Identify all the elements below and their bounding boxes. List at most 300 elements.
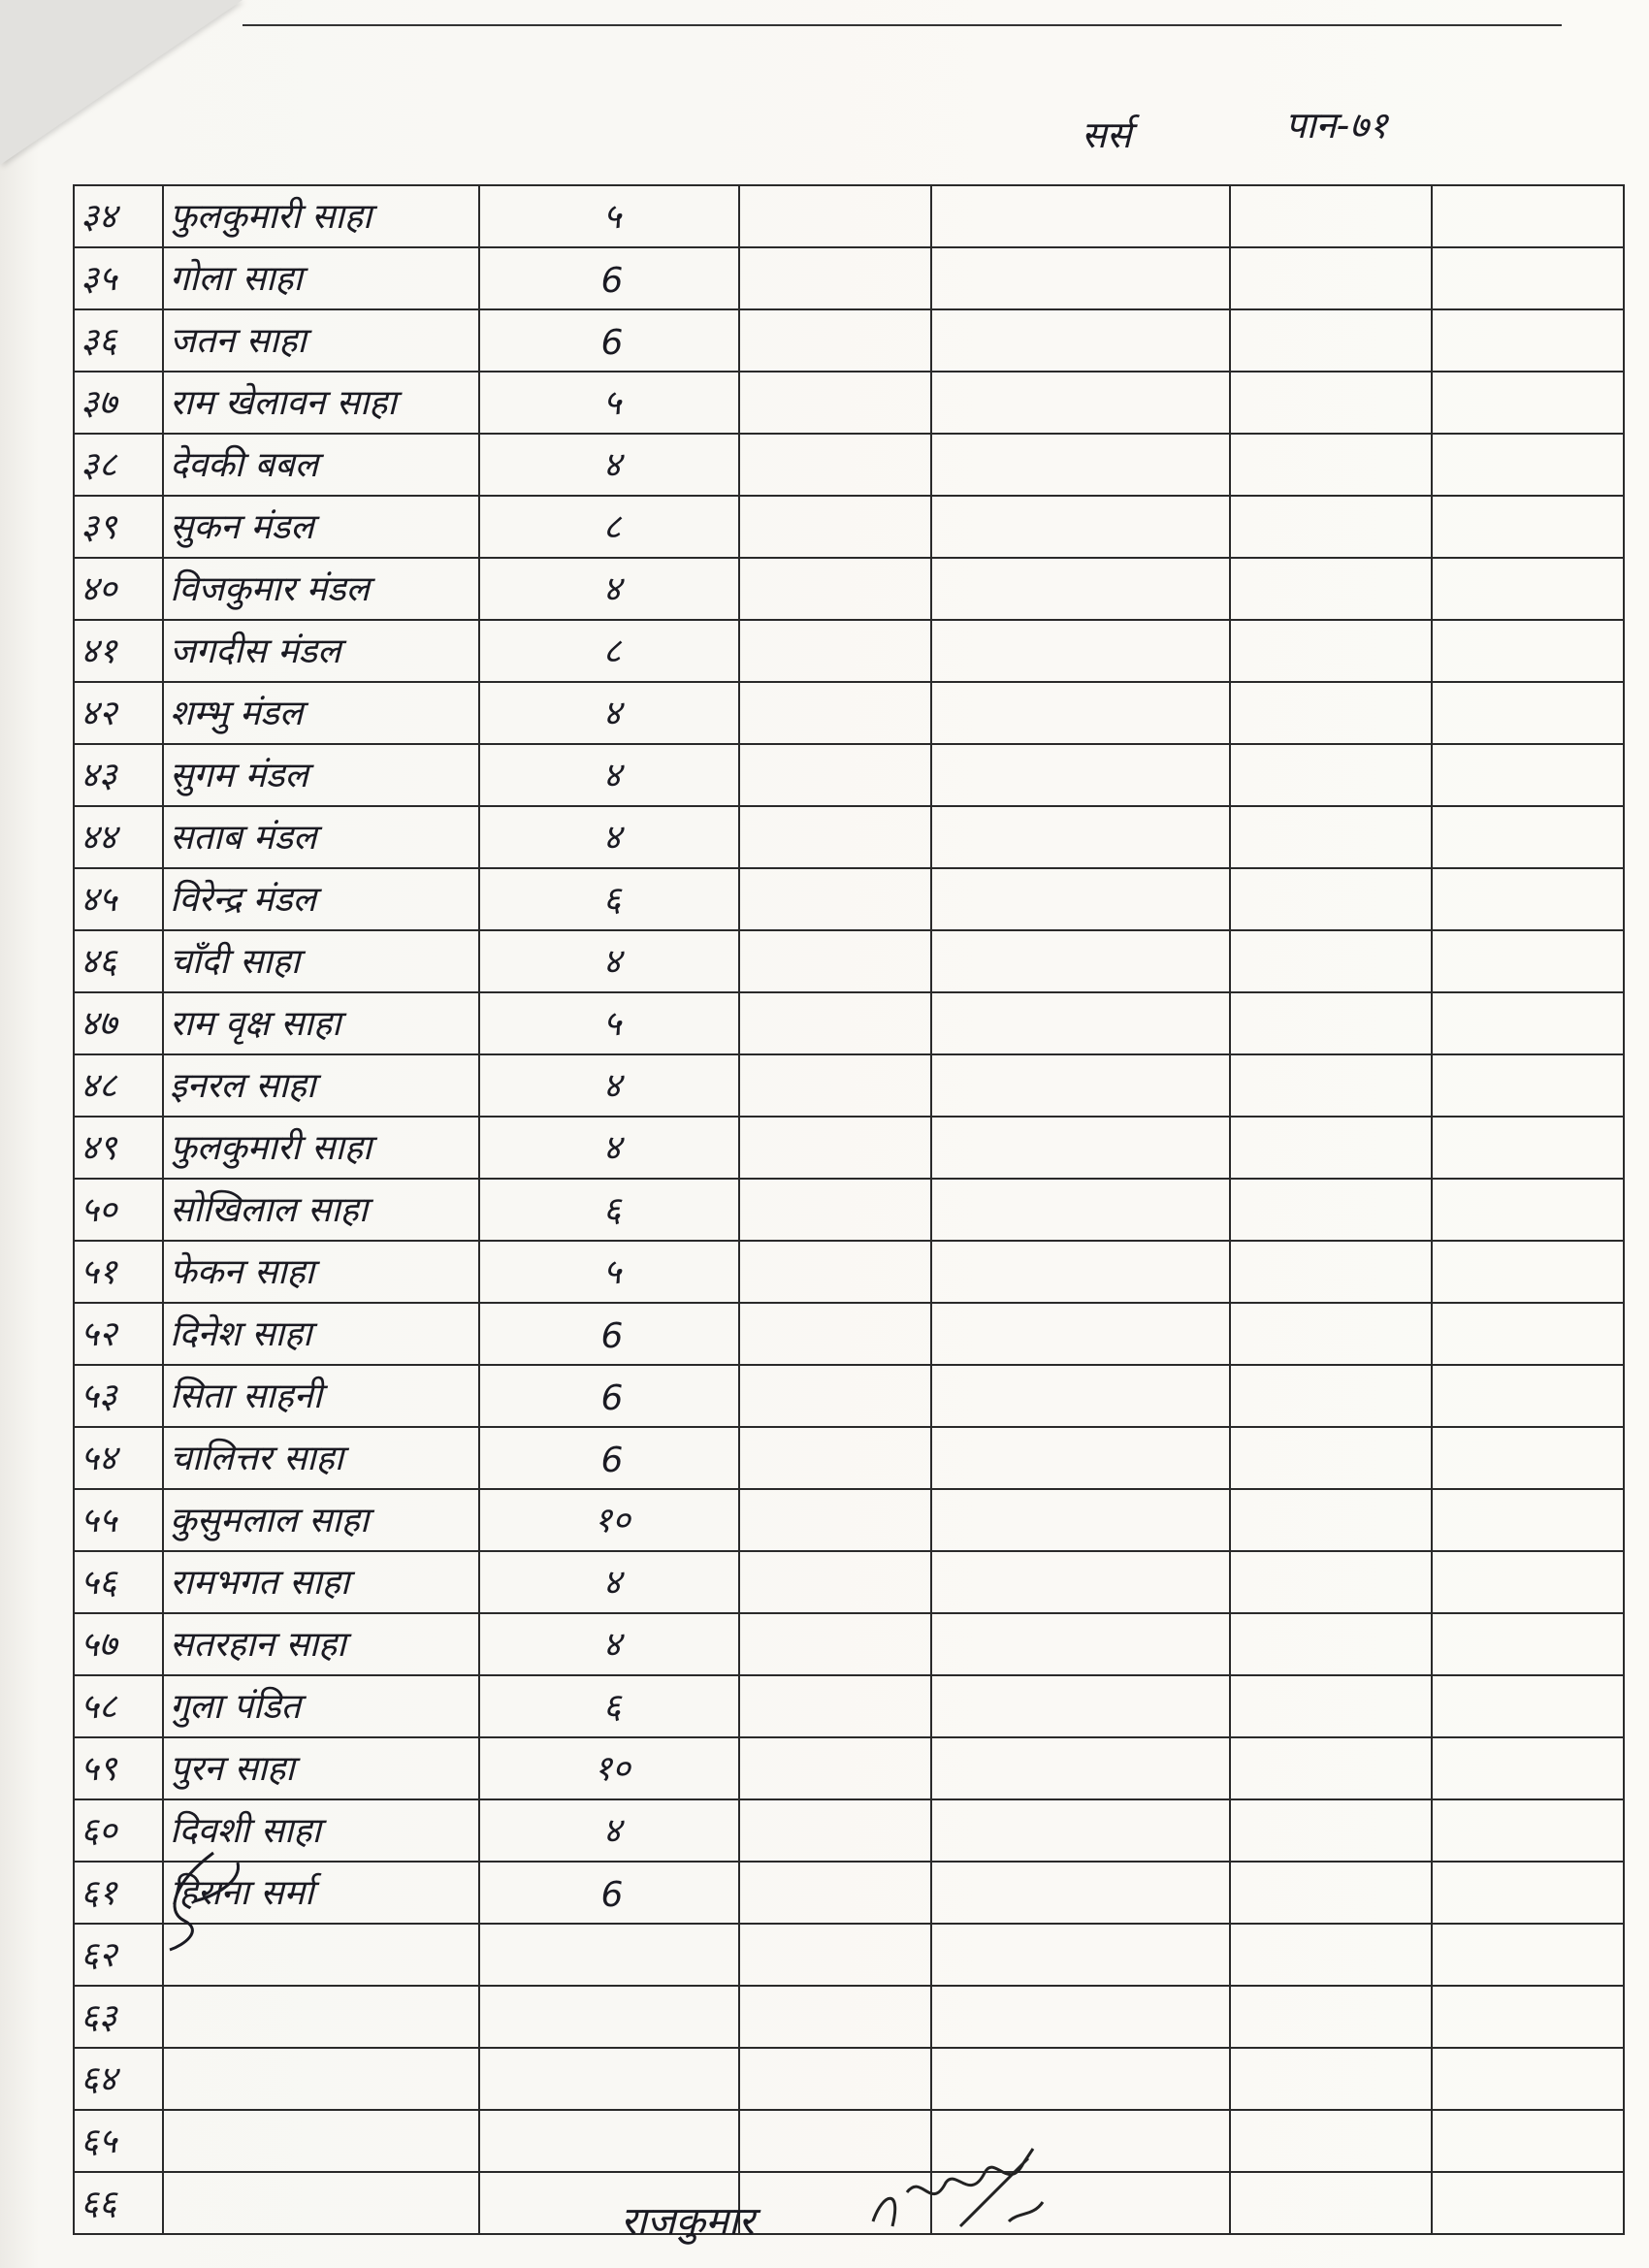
empty-cell — [931, 682, 1230, 744]
row-number-text: ४० — [81, 569, 117, 609]
row-number — [74, 372, 163, 434]
empty-cell — [1230, 1799, 1432, 1862]
row-name — [163, 1675, 479, 1737]
row-number-text: ३७ — [81, 383, 117, 423]
empty-cell — [1230, 1489, 1432, 1551]
empty-cell — [739, 496, 931, 558]
table-row — [74, 1303, 1624, 1365]
table-row — [74, 682, 1624, 744]
row-number-text: ४३ — [81, 756, 117, 795]
empty-cell — [739, 247, 931, 309]
table-row — [74, 930, 1624, 992]
empty-cell — [1432, 1179, 1624, 1241]
row-name-text: जगदीस मंडल — [170, 632, 341, 671]
empty-cell — [931, 930, 1230, 992]
row-quantity — [479, 868, 739, 930]
empty-cell — [931, 806, 1230, 868]
row-name-text: कुसुमलाल साहा — [170, 1501, 370, 1540]
row-name — [163, 930, 479, 992]
ledger-grid — [73, 184, 1625, 2235]
row-name — [163, 1737, 479, 1799]
row-name — [163, 558, 479, 620]
empty-cell — [1230, 1117, 1432, 1179]
empty-cell — [1230, 1737, 1432, 1799]
table-row — [74, 1365, 1624, 1427]
empty-cell — [931, 1862, 1230, 1924]
row-number-text: ५५ — [81, 1501, 117, 1540]
row-number — [74, 682, 163, 744]
table-row — [74, 1613, 1624, 1675]
empty-cell — [1230, 1613, 1432, 1675]
row-quantity-text: 6 — [600, 261, 624, 301]
empty-cell — [931, 1427, 1230, 1489]
empty-cell — [1230, 1303, 1432, 1365]
empty-cell — [1432, 185, 1624, 247]
table-row — [74, 744, 1624, 806]
empty-cell — [739, 1427, 931, 1489]
row-name — [163, 992, 479, 1054]
empty-cell — [739, 1551, 931, 1613]
empty-cell — [739, 1054, 931, 1117]
empty-cell — [1230, 372, 1432, 434]
row-name — [163, 682, 479, 744]
empty-cell — [1432, 868, 1624, 930]
row-quantity — [479, 1862, 739, 1924]
row-quantity — [479, 1241, 739, 1303]
row-quantity-text: ४ — [602, 1563, 622, 1603]
row-quantity-text: ६ — [602, 1190, 622, 1230]
row-number-text: ३५ — [81, 259, 117, 299]
empty-cell — [1432, 434, 1624, 496]
row-number-text: ६२ — [81, 1935, 117, 1975]
table-row — [74, 620, 1624, 682]
row-name-text: सोखिलाल साहा — [170, 1190, 369, 1230]
row-name-text: फेकन साहा — [170, 1252, 314, 1292]
empty-cell — [931, 185, 1230, 247]
row-quantity — [479, 1799, 739, 1862]
row-name — [163, 1427, 479, 1489]
empty-cell — [739, 434, 931, 496]
row-quantity — [479, 744, 739, 806]
row-number — [74, 1179, 163, 1241]
row-name-text: इनरल साहा — [170, 1066, 316, 1106]
empty-cell — [1432, 682, 1624, 744]
empty-cell — [1230, 1054, 1432, 1117]
row-name — [163, 2048, 479, 2110]
row-number — [74, 558, 163, 620]
empty-cell — [931, 372, 1230, 434]
row-name — [163, 1179, 479, 1241]
row-number-text: ४५ — [81, 880, 117, 920]
empty-cell — [1230, 1986, 1432, 2048]
row-name — [163, 1986, 479, 2048]
row-quantity-text: ४ — [602, 1625, 622, 1665]
table-row — [74, 1054, 1624, 1117]
table-row — [74, 1489, 1624, 1551]
row-name-text: राम खेलावन साहा — [170, 383, 397, 423]
row-quantity — [479, 434, 739, 496]
table-row — [74, 1179, 1624, 1241]
row-number — [74, 1737, 163, 1799]
row-quantity-text: ५ — [602, 383, 622, 423]
row-name-text: सिता साहनी — [170, 1377, 323, 1416]
row-number — [74, 1924, 163, 1986]
row-name-text: सतरहान साहा — [170, 1625, 346, 1665]
empty-cell — [931, 620, 1230, 682]
empty-cell — [739, 1986, 931, 2048]
empty-cell — [739, 1613, 931, 1675]
empty-cell — [1432, 1365, 1624, 1427]
row-number — [74, 1365, 163, 1427]
table-row — [74, 1799, 1624, 1862]
table-row — [74, 2048, 1624, 2110]
table-row — [74, 1737, 1624, 1799]
row-name-text: विरेन्द्र मंडल — [170, 880, 316, 920]
empty-cell — [1230, 744, 1432, 806]
empty-cell — [1230, 2110, 1432, 2172]
row-name — [163, 806, 479, 868]
empty-cell — [1432, 1675, 1624, 1737]
row-quantity — [479, 247, 739, 309]
row-name-text: फुलकुमारी साहा — [170, 1128, 372, 1168]
row-quantity — [479, 1054, 739, 1117]
row-name-text: सताब मंडल — [170, 818, 317, 858]
row-quantity — [479, 1117, 739, 1179]
row-quantity-text: १० — [594, 1749, 630, 1789]
row-number — [74, 247, 163, 309]
table-row — [74, 1551, 1624, 1613]
table-row — [74, 1924, 1624, 1986]
empty-cell — [931, 1303, 1230, 1365]
empty-cell — [931, 1924, 1230, 1986]
row-number-text: ५९ — [81, 1749, 117, 1789]
empty-cell — [1432, 496, 1624, 558]
row-number-text: ५६ — [81, 1563, 117, 1603]
empty-cell — [931, 1986, 1230, 2048]
empty-cell — [739, 806, 931, 868]
empty-cell — [1230, 247, 1432, 309]
row-number-text: ३८ — [81, 445, 117, 485]
empty-cell — [931, 992, 1230, 1054]
empty-cell — [739, 1862, 931, 1924]
row-number-text: ५१ — [81, 1252, 117, 1292]
row-quantity — [479, 309, 739, 372]
row-name — [163, 185, 479, 247]
empty-cell — [931, 2048, 1230, 2110]
row-name-text: हिराना सर्मा — [170, 1873, 314, 1913]
empty-cell — [1432, 992, 1624, 1054]
empty-cell — [739, 1737, 931, 1799]
empty-cell — [1432, 2048, 1624, 2110]
empty-cell — [739, 868, 931, 930]
empty-cell — [931, 1613, 1230, 1675]
row-quantity-text: ६ — [602, 880, 622, 920]
row-quantity — [479, 930, 739, 992]
scribble-mark — [155, 1843, 252, 1960]
row-quantity-text: १० — [594, 1501, 630, 1540]
row-number — [74, 1675, 163, 1737]
row-quantity — [479, 185, 739, 247]
row-number-text: ५८ — [81, 1687, 117, 1727]
empty-cell — [1432, 372, 1624, 434]
empty-cell — [1230, 185, 1432, 247]
empty-cell — [931, 868, 1230, 930]
row-quantity — [479, 1737, 739, 1799]
row-name — [163, 1613, 479, 1675]
row-number-text: ४१ — [81, 632, 117, 671]
row-name — [163, 434, 479, 496]
row-quantity — [479, 558, 739, 620]
row-number — [74, 868, 163, 930]
empty-cell — [1230, 1924, 1432, 1986]
row-quantity-text: ४ — [602, 818, 622, 858]
empty-cell — [931, 1551, 1230, 1613]
empty-cell — [1432, 2172, 1624, 2234]
row-number — [74, 992, 163, 1054]
row-number — [74, 2172, 163, 2234]
row-number — [74, 1613, 163, 1675]
row-quantity — [479, 1613, 739, 1675]
empty-cell — [1230, 868, 1432, 930]
row-number — [74, 2048, 163, 2110]
row-name-text: विजकुमार मंडल — [170, 569, 370, 609]
table-row — [74, 1241, 1624, 1303]
empty-cell — [931, 1241, 1230, 1303]
row-number-text: ४८ — [81, 1066, 117, 1106]
empty-cell — [739, 744, 931, 806]
empty-cell — [739, 1179, 931, 1241]
empty-cell — [1230, 992, 1432, 1054]
row-quantity-text: ४ — [602, 694, 622, 733]
empty-cell — [1432, 1924, 1624, 1986]
empty-cell — [931, 1675, 1230, 1737]
row-quantity — [479, 2048, 739, 2110]
row-name-text: फुलकुमारी साहा — [170, 197, 372, 237]
empty-cell — [1230, 309, 1432, 372]
empty-cell — [931, 1799, 1230, 1862]
row-number-text: ६५ — [81, 2122, 117, 2161]
row-name-text: चालित्तर साहा — [170, 1439, 344, 1478]
row-quantity — [479, 496, 739, 558]
row-quantity-text: ६ — [602, 1687, 622, 1727]
row-name-text: गोला साहा — [170, 259, 303, 299]
empty-cell — [1230, 1551, 1432, 1613]
empty-cell — [739, 1924, 931, 1986]
empty-cell — [1230, 930, 1432, 992]
row-quantity-text: 6 — [600, 1378, 624, 1418]
row-number — [74, 309, 163, 372]
row-number — [74, 744, 163, 806]
row-number-text: ४२ — [81, 694, 117, 733]
empty-cell — [1432, 744, 1624, 806]
row-name — [163, 620, 479, 682]
row-name-text: गुला पंडित — [170, 1687, 301, 1727]
table-row — [74, 1675, 1624, 1737]
empty-cell — [1432, 930, 1624, 992]
row-name-text: दिवशी साहा — [170, 1811, 321, 1851]
row-number-text: ६१ — [81, 1873, 117, 1913]
signature — [863, 2134, 1057, 2251]
empty-cell — [739, 1489, 931, 1551]
row-quantity-text: ४ — [602, 1811, 622, 1851]
row-name — [163, 1054, 479, 1117]
table-row — [74, 247, 1624, 309]
table-row — [74, 806, 1624, 868]
row-number — [74, 1054, 163, 1117]
table-row — [74, 2172, 1624, 2234]
table-row — [74, 185, 1624, 247]
row-name — [163, 1551, 479, 1613]
row-number — [74, 496, 163, 558]
empty-cell — [1230, 434, 1432, 496]
empty-cell — [1230, 496, 1432, 558]
row-quantity — [479, 1427, 739, 1489]
empty-cell — [1432, 2110, 1624, 2172]
row-quantity-text: ४ — [602, 445, 622, 485]
row-quantity-text: ४ — [602, 756, 622, 795]
empty-cell — [1432, 1862, 1624, 1924]
empty-cell — [739, 1117, 931, 1179]
table-row — [74, 868, 1624, 930]
empty-cell — [739, 372, 931, 434]
row-quantity — [479, 1924, 739, 1986]
row-name-text: पुरन साहा — [170, 1749, 295, 1789]
row-quantity-text: 6 — [600, 323, 624, 363]
row-number — [74, 2110, 163, 2172]
empty-cell — [739, 185, 931, 247]
empty-cell — [739, 309, 931, 372]
row-name-text: राम वृक्ष साहा — [170, 1004, 341, 1044]
empty-cell — [739, 1303, 931, 1365]
row-quantity-text: ४ — [602, 1066, 622, 1106]
empty-cell — [931, 247, 1230, 309]
row-quantity — [479, 1365, 739, 1427]
empty-cell — [739, 1241, 931, 1303]
row-name-text: जतन साहा — [170, 321, 307, 361]
empty-cell — [1432, 1613, 1624, 1675]
empty-cell — [1432, 1054, 1624, 1117]
empty-cell — [739, 558, 931, 620]
row-number-text: ६० — [81, 1811, 117, 1851]
table-row — [74, 1986, 1624, 2048]
row-name — [163, 2172, 479, 2234]
row-number — [74, 1117, 163, 1179]
ledger-body — [74, 185, 1624, 2234]
empty-cell — [931, 309, 1230, 372]
row-number — [74, 1799, 163, 1862]
table-row — [74, 1427, 1624, 1489]
empty-cell — [931, 1054, 1230, 1117]
row-quantity — [479, 1986, 739, 2048]
empty-cell — [739, 1799, 931, 1862]
row-number — [74, 185, 163, 247]
row-quantity — [479, 1489, 739, 1551]
row-quantity — [479, 372, 739, 434]
table-row — [74, 558, 1624, 620]
row-name — [163, 1303, 479, 1365]
row-quantity — [479, 620, 739, 682]
row-quantity — [479, 1179, 739, 1241]
empty-cell — [1230, 806, 1432, 868]
row-number — [74, 806, 163, 868]
row-name — [163, 496, 479, 558]
empty-cell — [1230, 1427, 1432, 1489]
empty-cell — [1432, 1427, 1624, 1489]
row-number-text: ४७ — [81, 1004, 117, 1044]
empty-cell — [1432, 1241, 1624, 1303]
empty-cell — [739, 1675, 931, 1737]
empty-cell — [1432, 1117, 1624, 1179]
empty-cell — [931, 558, 1230, 620]
empty-cell — [739, 2048, 931, 2110]
row-number-text: ४६ — [81, 942, 117, 982]
empty-cell — [1230, 620, 1432, 682]
table-row — [74, 1862, 1624, 1924]
row-number — [74, 1551, 163, 1613]
row-number-text: ३९ — [81, 507, 117, 547]
row-number-text: ५३ — [81, 1377, 117, 1416]
empty-cell — [1230, 1675, 1432, 1737]
empty-cell — [931, 1179, 1230, 1241]
row-number — [74, 620, 163, 682]
row-name-text: रामभगत साहा — [170, 1563, 350, 1603]
empty-cell — [1230, 1365, 1432, 1427]
row-quantity-text: 6 — [600, 1316, 624, 1356]
row-name — [163, 372, 479, 434]
row-quantity-text: ५ — [602, 1252, 622, 1292]
row-number-text: ३६ — [81, 321, 117, 361]
table-row — [74, 496, 1624, 558]
row-number — [74, 1489, 163, 1551]
row-name-text: देवकी बबल — [170, 445, 319, 485]
empty-cell — [1432, 1489, 1624, 1551]
row-name-text: दिनेश साहा — [170, 1314, 312, 1354]
row-quantity — [479, 2110, 739, 2172]
row-quantity-text: ५ — [602, 197, 622, 237]
row-name — [163, 1241, 479, 1303]
row-name — [163, 1117, 479, 1179]
row-number-text: ५२ — [81, 1314, 117, 1354]
empty-cell — [1432, 620, 1624, 682]
row-number-text: ५० — [81, 1190, 117, 1230]
row-number-text: ४४ — [81, 818, 117, 858]
empty-cell — [1432, 806, 1624, 868]
row-number-text: ६४ — [81, 2059, 117, 2099]
row-name — [163, 1489, 479, 1551]
row-number-text: ६३ — [81, 1997, 117, 2037]
row-quantity-text: ४ — [602, 942, 622, 982]
header-label: सर्स — [1082, 113, 1132, 156]
empty-cell — [1230, 682, 1432, 744]
row-number — [74, 930, 163, 992]
empty-cell — [1230, 2048, 1432, 2110]
empty-cell — [739, 930, 931, 992]
row-name — [163, 1365, 479, 1427]
empty-cell — [931, 1365, 1230, 1427]
empty-cell — [1230, 1241, 1432, 1303]
row-quantity — [479, 1675, 739, 1737]
row-number — [74, 1862, 163, 1924]
empty-cell — [1432, 247, 1624, 309]
empty-cell — [1432, 1799, 1624, 1862]
empty-cell — [931, 496, 1230, 558]
empty-cell — [739, 682, 931, 744]
empty-cell — [1230, 1862, 1432, 1924]
row-number — [74, 1427, 163, 1489]
folded-corner — [0, 0, 242, 165]
table-row — [74, 2110, 1624, 2172]
row-quantity — [479, 992, 739, 1054]
